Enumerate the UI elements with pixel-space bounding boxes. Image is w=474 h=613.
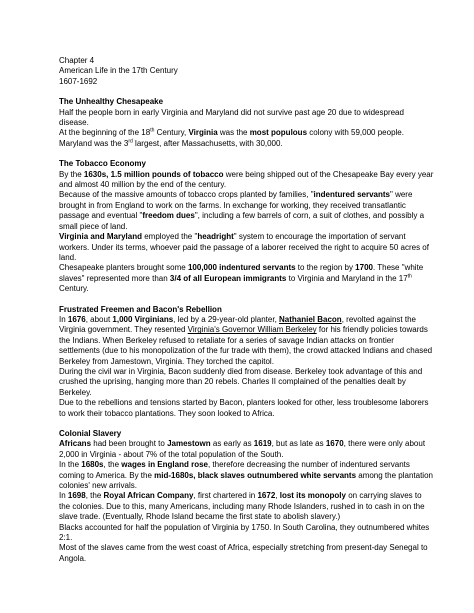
text-run: Royal African Company [103, 491, 194, 501]
section-heading: The Unhealthy Chesapeake [59, 97, 164, 107]
text-run: , first chartered in [193, 491, 258, 501]
text-run: In [59, 491, 68, 501]
paragraph [59, 128, 434, 149]
text-run: were being shipped out of the Chesapeake Bay every year and almost 40 million by the end of the century. [59, 169, 434, 190]
text-run: mid-1680s, black slaves outnumbered white servants [154, 470, 357, 480]
section-heading: Colonial Slavery [59, 429, 122, 438]
paragraph [59, 460, 434, 491]
paragraph [59, 523, 434, 544]
text-run: 1,000 Virginians [112, 314, 174, 324]
text-run: 1670 [325, 439, 344, 449]
text-run: rd [128, 138, 133, 145]
text-run: headright [197, 232, 234, 242]
text-run: , led by a 29-year-old planter, [173, 314, 280, 324]
text-run: Most of the slaves came from the west coast of Africa, especially stretching from present-day Senegal to Angola. [59, 543, 428, 563]
text-run: Chesapeake planters brought some [59, 263, 188, 273]
text-run: Half the people born in early Virginia and Maryland did not survive past age 20 due to widespread disease. [59, 107, 404, 128]
text-run: , the [103, 460, 122, 470]
text-run: 1630s, 1.5 million pounds of tobacco [83, 169, 224, 179]
text-run: Virginia and Maryland [59, 232, 142, 242]
text-run: most populous [249, 128, 308, 138]
text-run: 1680s [81, 460, 104, 470]
paragraph [59, 108, 434, 129]
paragraph [59, 398, 434, 419]
text-run: 1619 [253, 439, 272, 449]
text-run: 3 [123, 138, 129, 148]
paragraph [59, 190, 434, 232]
paragraph [59, 543, 434, 564]
paragraph [59, 439, 434, 460]
section-heading: The Tobacco Economy [59, 159, 146, 169]
text-run: 1698 [67, 491, 86, 501]
text-run: to Virginia and Maryland in the 17 [286, 273, 408, 283]
chapter-years: 1607-1692 [59, 76, 98, 86]
text-run: During the civil war in Virginia, Bacon suddenly died from disease. Berkeley took advantage of this and crushed the uprising, hanging more than 20 rebels. Charles II complained of the penalties dealt by Berkeley. [59, 366, 423, 397]
text-run: Blacks accounted for half the population of Virginia by 1750. In South Carolina, they outnumbered whites 2:1. [59, 522, 430, 543]
text-run: indentured servants [313, 190, 390, 200]
text-run: In the [59, 460, 82, 470]
text-run: employed the " [141, 232, 198, 242]
text-run: Africans [59, 439, 92, 449]
text-run: , but as late as [271, 439, 326, 449]
paragraph [59, 263, 434, 294]
text-run: Virginia's Governor William Berkeley [187, 325, 317, 335]
text-run: , there were only about 2,000 in Virginia - about 7% of the total population of the South. [59, 439, 426, 459]
text-run: lost its monopoly [279, 491, 346, 501]
document-body [59, 97, 434, 564]
paragraph [59, 315, 434, 367]
text-run: 1700 [355, 263, 373, 273]
text-run: At the beginning of the [59, 128, 142, 138]
text-run: , about [85, 314, 113, 324]
text-run: " system to encourage the importation of servant workers. Under its terms, whoever paid the passage of a laborer received the right to acquire 50 acres of land. [59, 232, 429, 262]
paragraph [59, 232, 434, 263]
text-run: 1676 [67, 314, 86, 324]
text-run: Nathaniel Bacon [279, 314, 342, 324]
section [59, 97, 434, 149]
text-run: to the region by [295, 263, 356, 273]
text-run: Due to the rebellions and tensions started by Bacon, planters looked for other, less troublesome laborers to work their tobacco plantations. They soon looked to Africa. [59, 398, 429, 418]
section [59, 305, 434, 419]
text-run: , [275, 491, 280, 501]
text-run: among the plantation colonies' new arrivals. [59, 470, 433, 491]
text-run: . These "white slaves" represented more than [59, 263, 424, 283]
paragraph [59, 367, 434, 398]
text-run: th [407, 273, 412, 280]
text-run: colony with 59,000 people. Maryland was the [59, 128, 404, 148]
section-heading: Frustrated Freemen and Bacon's Rebellion [59, 304, 222, 314]
paragraph [59, 491, 434, 522]
text-run: , the [85, 491, 104, 501]
text-run: freedom dues [142, 211, 195, 221]
paragraph [59, 170, 434, 191]
text-run: In [59, 314, 68, 324]
text-run: as early as [210, 439, 254, 449]
section [59, 429, 434, 564]
document-header [59, 56, 434, 87]
text-run: Century. [59, 284, 89, 294]
text-run: was the [217, 128, 250, 138]
text-run: Because of the massive amounts of tobacco crops planted by families, " [59, 190, 314, 200]
text-run: largest, after Massachusetts, with 30,000. [132, 138, 283, 148]
text-run: on carrying slaves to the colonies. Due to this, many Americans, including many Rhode Islanders, rushed in to cash in on the slave trade. (Eventually, Rhode Island became the first state to abolish slavery.) [59, 491, 425, 522]
section [59, 159, 434, 294]
text-run: By the [59, 169, 84, 179]
text-run: had been brought to [91, 439, 168, 449]
text-run: 3/4 of all European immigrants [169, 273, 287, 283]
text-run: , therefore decreasing the number of indentured servants coming to America. By the [59, 460, 410, 480]
text-run: 100,000 indentured servants [187, 263, 296, 273]
text-run: " were brought in from England to work on the farms. In exchange for working, they received transatlantic passage and eventual " [59, 190, 413, 221]
text-run: wages in England rose [121, 460, 208, 470]
chapter-label: Chapter 4 [59, 56, 95, 65]
text-run: ", including a few barrels of corn, a suit of clothes, and possibly a small piece of land. [59, 211, 425, 231]
chapter-title: American Life in the 17th Century [59, 66, 178, 76]
text-run: Virginia [188, 128, 218, 138]
text-run: th [150, 127, 155, 134]
text-run: , revolted against the Virginia government. They resented [59, 314, 416, 335]
text-run: 1672 [257, 491, 276, 501]
text-run: 18 [141, 128, 151, 138]
text-run: Century, [154, 128, 189, 138]
text-run: for his friendly policies towards the Indians. When Berkeley refused to retaliate for a series of savage Indian attacks on frontier settlements (due to his monopolization of the fur trade with them), the crowd attacked Indians and chased Berkeley from Jamestown, Virginia. They torched the capitol. [59, 325, 433, 366]
text-run: Jamestown [167, 439, 211, 449]
